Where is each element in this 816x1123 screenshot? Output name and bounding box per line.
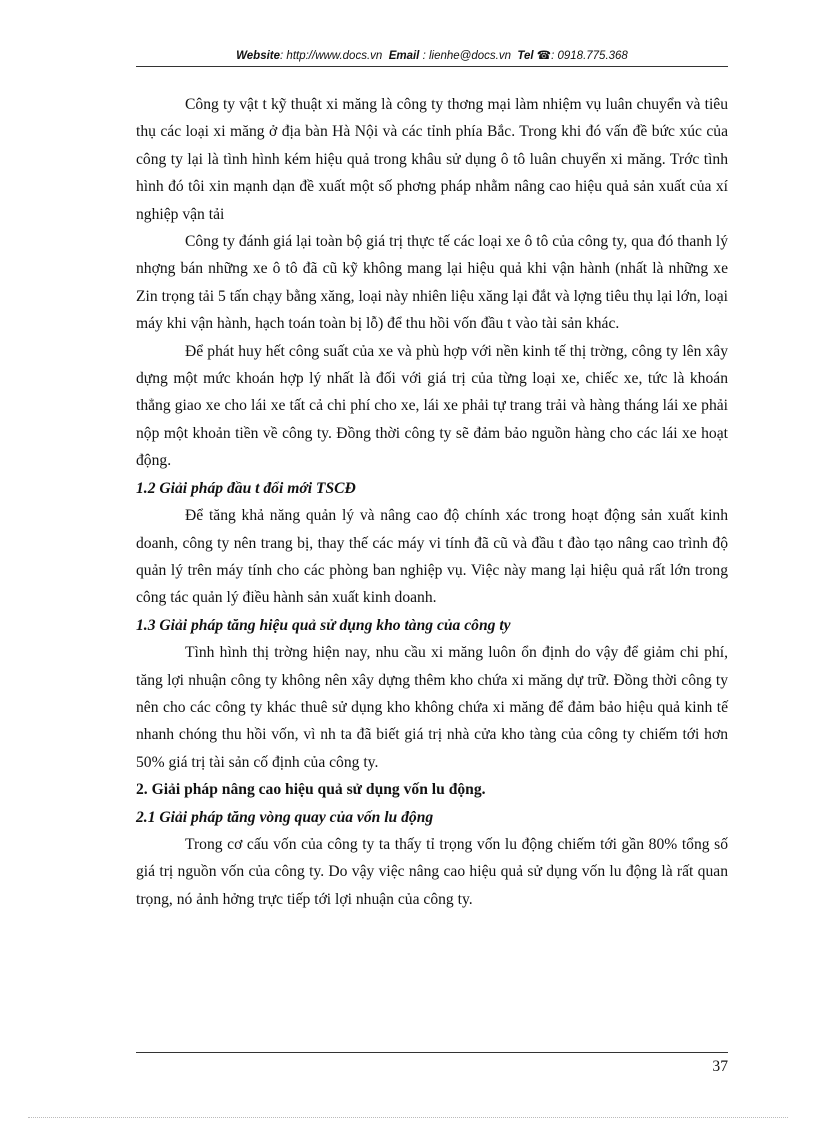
heading-1-2: 1.2 Giải pháp đầu t đổi mới TSCĐ (136, 479, 356, 497)
footer-rule (136, 1052, 728, 1053)
header-rule (136, 66, 728, 67)
paragraph-intro: Công ty vật t kỹ thuật xi măng là công ty thơng mại làm nhiệm vụ luân chuyển và tiêu thụ các loại xi măng ở địa bàn Hà Nội và các tỉnh phía Bắc. Trong khi đó vấn đề bức xúc của công ty lại là tình hình kém hiệu quả trong khâu sử dụng ô tô luân chuyển xi măng. Trớc tình hình đó tôi xin mạnh dạn đề xuất một số phơng pháp nhằm nâng cao hiệu quả sản xuất của xí nghiệp vận tải (136, 96, 728, 223)
heading-2: 2. Giải pháp nâng cao hiệu quả sử dụng vốn lu động. (136, 781, 486, 799)
website-value: : http://www.docs.vn (280, 50, 383, 62)
paragraph-working-capital: Trong cơ cấu vốn của công ty ta thấy tỉ trọng vốn lu động chiếm tới gần 80% tổng số giá trị nguồn vốn của công ty. Do vậy việc nâng cao hiệu quả sử dụng vốn lu động là rất quan trọng, nó ảnh hởng trực tiếp tới lợi nhuận của công ty. (136, 835, 728, 908)
website-label: Website (236, 50, 281, 62)
paragraph-capacity: Để phát huy hết công suất của xe và phù hợp với nền kinh tế thị trờng, công ty lên xây dựng một mức khoán hợp lý nhất là đối với giá trị của từng loại xe, chiếc xe, tức là khoán thẳng giao xe cho lái xe tất cả chi phí cho xe, lái xe phải tự trang trải và hàng tháng lái xe phải nộp một khoản tiền về công ty. Đồng thời công ty sẽ đảm bảo nguồn hàng cho các lái xe hoạt động. (136, 342, 728, 470)
tel-value: : 0918.775.368 (551, 50, 628, 62)
paragraph-fixed-assets: Để tăng khả năng quản lý và nâng cao độ chính xác trong hoạt động sản xuất kinh doanh, công ty nên trang bị, thay thế các máy vi tính đã cũ và đầu t đào tạo nâng cao trình độ quản lý trên máy tính cho các phòng ban nghiệp vụ. Việc này mang lại hiệu quả rất lớn trong công tác quản lý điều hành sản xuất kinh doanh. (136, 507, 728, 607)
page-number: 37 (712, 1058, 728, 1075)
tel-label: Tel (517, 50, 534, 62)
page-edge-dots (28, 1117, 788, 1118)
email-label: Email (388, 50, 420, 62)
phone-icon: ☎ (536, 50, 552, 62)
document-body (136, 91, 728, 913)
heading-1-3: 1.3 Giải pháp tăng hiệu quả sử dụng kho tàng của công ty (136, 616, 511, 634)
email-value: : lienhe@docs.vn (422, 50, 511, 62)
heading-2-1: 2.1 Giải pháp tăng vòng quay của vốn lu động (136, 808, 434, 826)
page-header (136, 48, 728, 62)
paragraph-warehouse: Tình hình thị trờng hiện nay, nhu cầu xi măng luôn ổn định do vậy để giảm chi phí, tăng lợi nhuận công ty không nên xây dựng thêm kho chứa xi măng dự trữ. Đồng thời công ty nên cho các công ty khác thuê sử dụng kho không chứa xi măng để đảm bảo hiệu quả kinh tế nhanh chóng thu hồi vốn, vì nh ta đã biết giá trị nhà cửa kho tàng của công ty chiếm tới hơn 50% giá trị tài sản cố định của công ty. (136, 644, 728, 771)
paragraph-vehicle-valuation: Công ty đánh giá lại toàn bộ giá trị thực tế các loại xe ô tô của công ty, qua đó thanh lý nhợng bán những xe ô tô đã cũ kỹ không mang lại hiệu quả khi vận hành (nhất là những xe Zin trọng tải 5 tấn chạy bằng xăng, loại này nhiên liệu xăng lại đắt và lợng tiêu thụ lại lớn, loại máy khi vận hành, hạch toán toàn bị lỗ) để thu hồi vốn đầu t vào tài sản khác. (136, 233, 728, 333)
